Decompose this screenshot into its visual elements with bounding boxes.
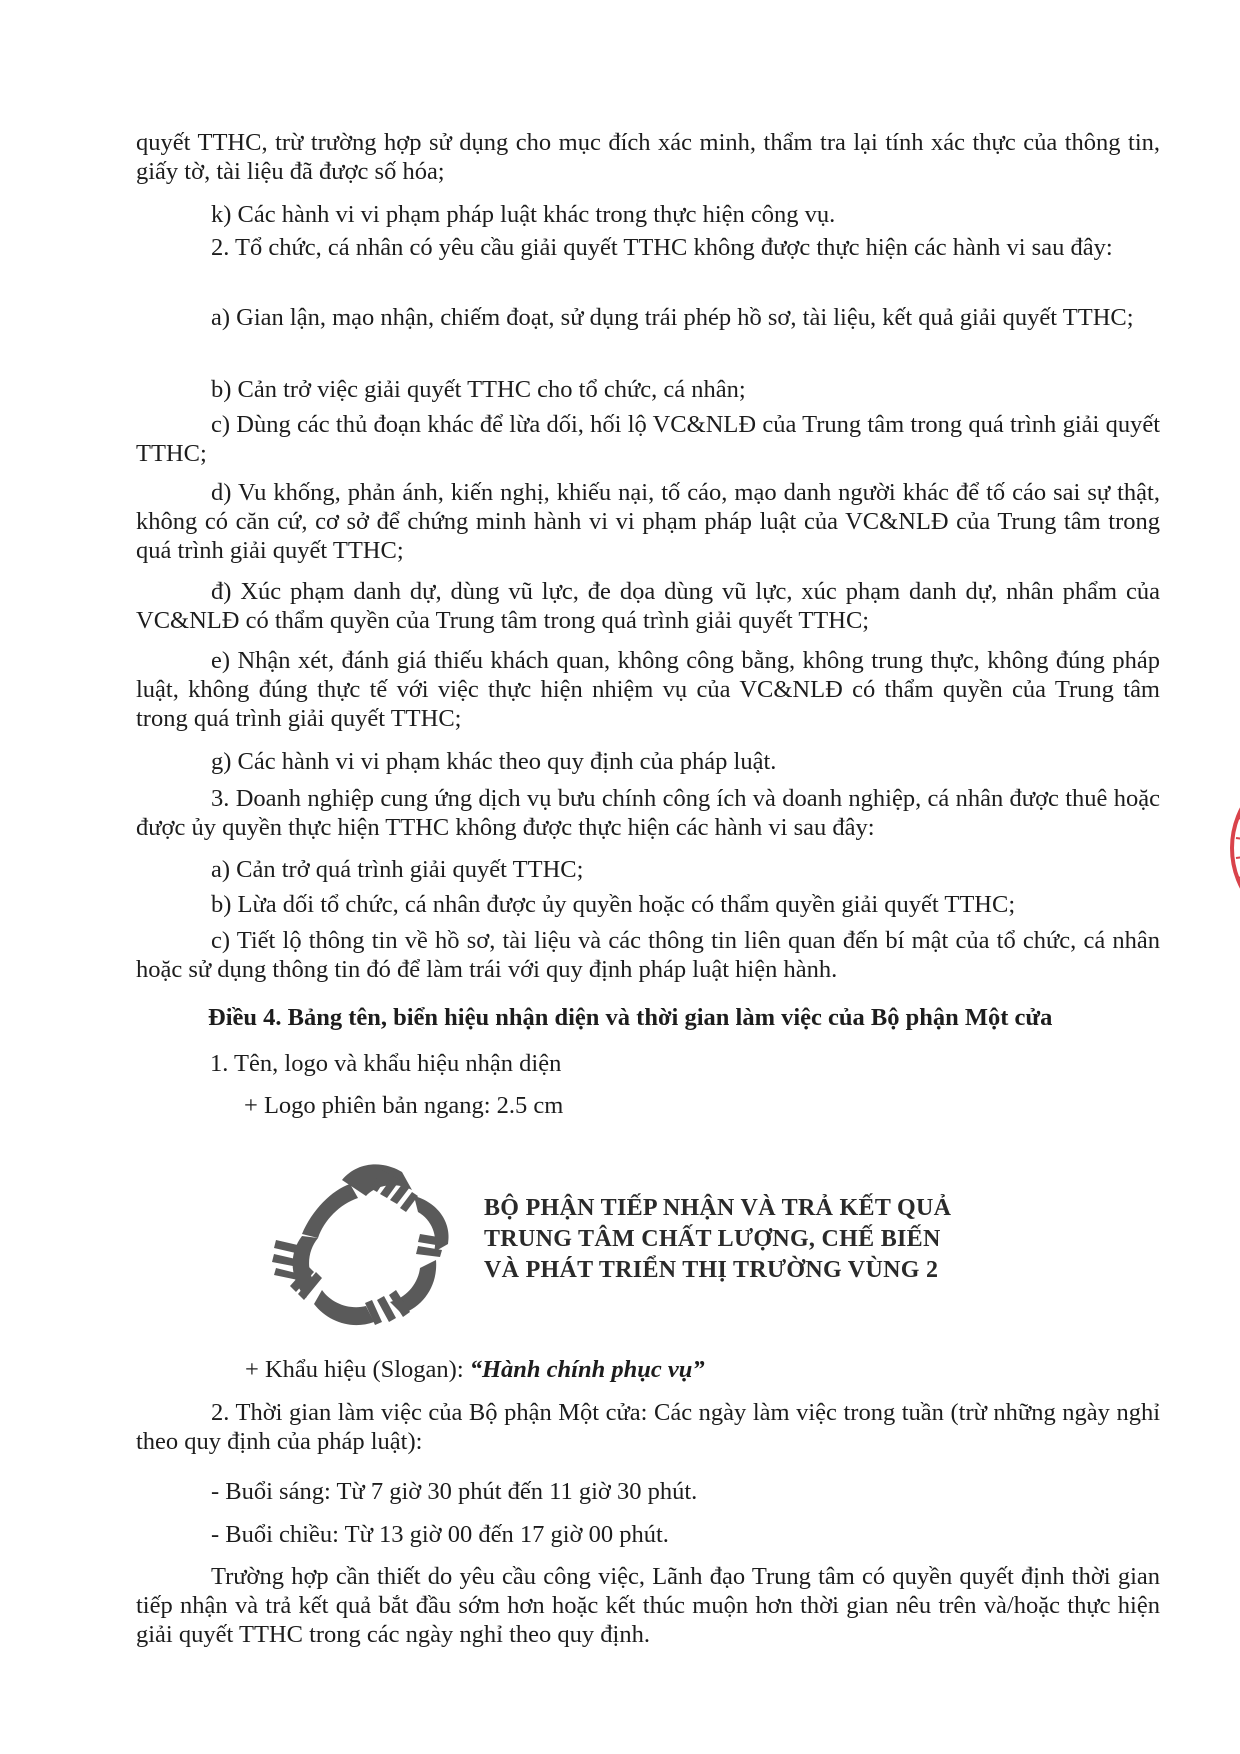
logo-icon — [262, 1150, 472, 1350]
unit-title-line-3: VÀ PHÁT TRIỂN THỊ TRƯỜNG VÙNG 2 — [484, 1257, 939, 1283]
item-2a: a) Gian lận, mạo nhận, chiếm đoạt, sử dụng trái phép hồ sơ, tài liệu, kết quả giải quyết TTHC; — [211, 304, 1134, 331]
logo-version-note: + Logo phiên bản ngang: 2.5 cm — [244, 1092, 564, 1119]
section-3: 3. Doanh nghiệp cung ứng dịch vụ bưu chính công ích và doanh nghiệp, cá nhân được thuê hoặc được ủy quyền thực hiện TTHC không được thực hiện các hành vi sau đây: — [136, 785, 1160, 841]
unit-title-line-1: BỘ PHẬN TIẾP NHẬN VÀ TRẢ KẾT QUẢ — [484, 1195, 952, 1221]
item-2g: g) Các hành vi vi phạm khác theo quy định của pháp luật. — [211, 748, 777, 775]
closing-paragraph: Trường hợp cần thiết do yêu cầu công việc, Lãnh đạo Trung tâm có quyền quyết định thời gian tiếp nhận và trả kết quả bắt đầu sớm hơn hoặc kết thúc muộn hơn thời gian nêu trên và/hoặc thực hiện giải quyết TTHC trong các ngày nghỉ theo quy định. — [136, 1563, 1160, 1648]
article-4-heading: Điều 4. Bảng tên, biển hiệu nhận diện và thời gian làm việc của Bộ phận Một cửa — [208, 1004, 1053, 1031]
unit-title — [484, 1193, 1044, 1286]
slogan-line — [136, 1355, 1160, 1384]
morning-hours: - Buổi sáng: Từ 7 giờ 30 phút đến 11 giờ 30 phút. — [211, 1478, 698, 1505]
item-3c: c) Tiết lộ thông tin về hồ sơ, tài liệu và các thông tin liên quan đến bí mật của tổ chức, cá nhân hoặc sử dụng thông tin đó để làm trái với quy định pháp luật hiện hành. — [136, 927, 1160, 983]
item-3a: a) Cản trở quá trình giải quyết TTHC; — [211, 856, 584, 883]
item-2e: e) Nhận xét, đánh giá thiếu khách quan, không công bằng, không trung thực, không đúng pháp luật, không đúng thực tế với việc thực hiện nhiệm vụ của VC&NLĐ có thẩm quyền của Trung tâm trong quá trình giải quyết TTHC; — [136, 647, 1160, 732]
section-working-hours: 2. Thời gian làm việc của Bộ phận Một cửa: Các ngày làm việc trong tuần (trừ những ngày nghỉ theo quy định của pháp luật): — [136, 1399, 1160, 1455]
unit-title-line-2: TRUNG TÂM CHẤT LƯỢNG, CHẾ BIẾN — [484, 1226, 941, 1252]
slogan-text: “Hành chính phục vụ” — [469, 1356, 705, 1383]
article-4-item-1: 1. Tên, logo và khẩu hiệu nhận diện — [210, 1050, 562, 1077]
paragraph-continuation: quyết TTHC, trừ trường hợp sử dụng cho mục đích xác minh, thẩm tra lại tính xác thực của thông tin, giấy tờ, tài liệu đã được số hóa; — [136, 129, 1160, 185]
item-2b: b) Cản trở việc giải quyết TTHC cho tổ chức, cá nhân; — [211, 376, 746, 403]
section-2: 2. Tổ chức, cá nhân có yêu cầu giải quyết TTHC không được thực hiện các hành vi sau đây: — [211, 234, 1113, 261]
item-k: k) Các hành vi vi phạm pháp luật khác trong thực hiện công vụ. — [211, 201, 836, 228]
item-2c: c) Dùng các thủ đoạn khác để lừa dối, hối lộ VC&NLĐ của Trung tâm trong quá trình giải quyết TTHC; — [136, 411, 1160, 467]
slogan-prefix: + Khẩu hiệu (Slogan): — [245, 1356, 470, 1383]
item-3b: b) Lừa dối tổ chức, cá nhân được ủy quyền hoặc có thẩm quyền giải quyết TTHC; — [211, 891, 1016, 918]
item-2dd: đ) Xúc phạm danh dự, dùng vũ lực, đe dọa dùng vũ lực, xúc phạm danh dự, nhân phẩm của VC&NLĐ có thẩm quyền của Trung tâm trong quá trình giải quyết TTHC; — [136, 578, 1160, 634]
seal-stamp — [1208, 758, 1240, 938]
afternoon-hours: - Buổi chiều: Từ 13 giờ 00 đến 17 giờ 00 phút. — [211, 1521, 669, 1548]
item-2d: d) Vu khống, phản ánh, kiến nghị, khiếu nại, tố cáo, mạo danh người khác để tố cáo sai sự thật, không có căn cứ, cơ sở để chứng minh hành vi vi phạm pháp luật của VC&NLĐ của Trung tâm trong quá trình giải quyết TTHC; — [136, 479, 1160, 564]
